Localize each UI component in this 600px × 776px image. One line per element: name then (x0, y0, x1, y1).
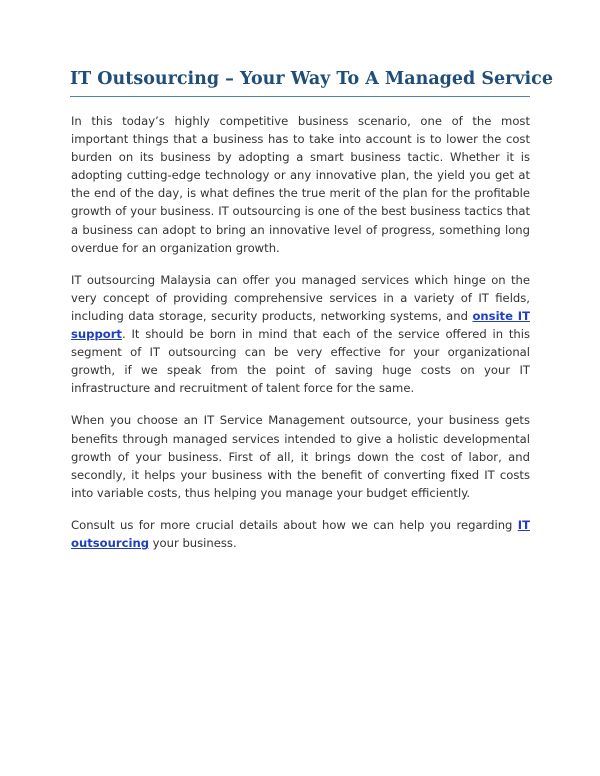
paragraph-consult-text-start: Consult us for more crucial details about how we can help you regarding (71, 517, 518, 532)
paragraph-consult-text-end: your business. (149, 535, 237, 550)
article-body (71, 112, 530, 566)
onsite-it-support-link[interactable]: onsite IT support (71, 308, 530, 342)
paragraph-managed-services (71, 271, 530, 398)
title-divider (70, 96, 530, 97)
paragraph-managed-services-text-start: IT outsourcing Malaysia can offer you managed services which hinge on the very concept of providing comprehensive services in a variety of IT fields, including data storage, security products, networking systems, and (71, 272, 530, 323)
page-title: IT Outsourcing – Your Way To A Managed Service (70, 69, 553, 89)
paragraph-intro: In this today’s highly competitive business scenario, one of the most important things that a business has to take into account is to lower the cost burden on its business by adopting a smart business tactic. Whether it is adopting cutting-edge technology or any innovative plan, the yield you get at the end of the day, is what defines the true merit of the plan for the profitable growth of your business. IT outsourcing is one of the best business tactics that a business can adopt to bring an innovative level of progress, something long overdue for an organization growth. (71, 114, 530, 255)
paragraph-consult (71, 516, 530, 552)
paragraph-service-management: When you choose an IT Service Management outsource, your business gets benefits through managed services intended to give a holistic developmental growth of your business. First of all, it brings down the cost of labor, and secondly, it helps your business with the benefit of converting fixed IT costs into variable costs, thus helping you manage your budget efficiently. (71, 413, 530, 500)
it-outsourcing-link[interactable]: IT outsourcing (71, 517, 530, 550)
paragraph-managed-services-text-end: . It should be born in mind that each of the service offered in this segment of IT outsourcing can be very effective for your organizational growth, if we speak from the point of saving huge costs on your IT infrastructure and recruitment of talent force for the same. (71, 327, 530, 396)
